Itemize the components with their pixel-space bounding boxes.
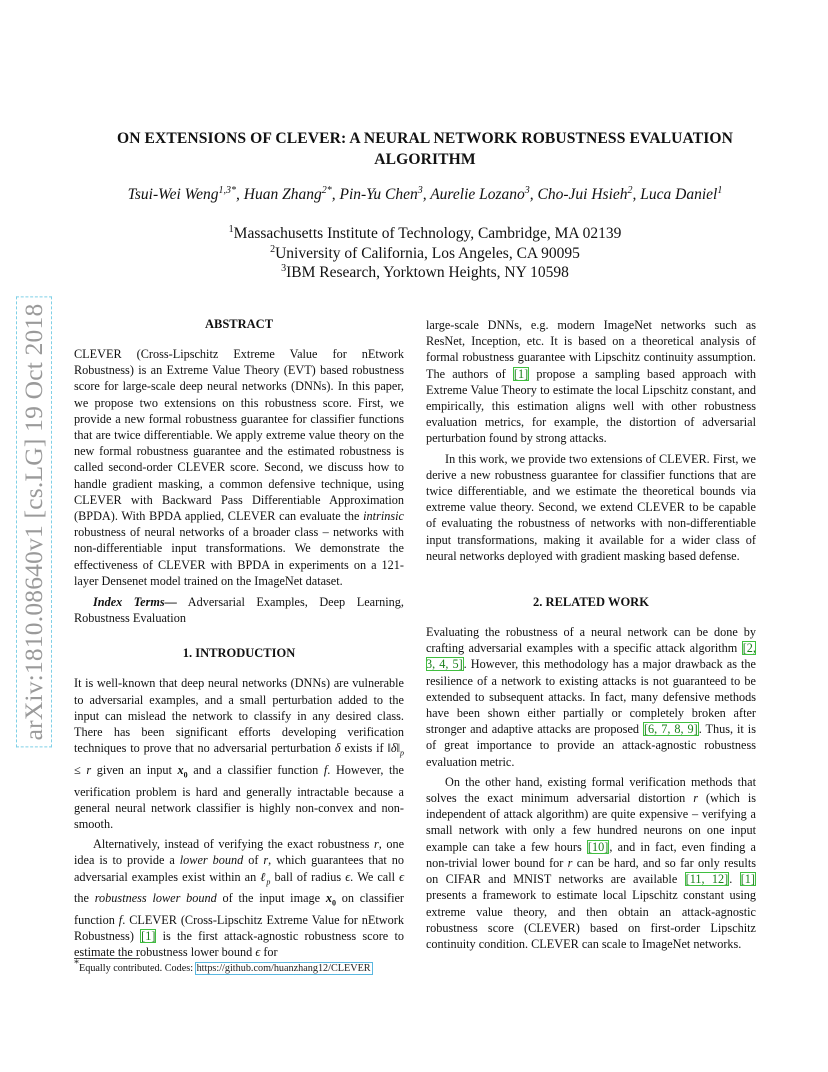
footnote-rule bbox=[74, 958, 140, 959]
text-run: . Thus, it is of great importance to provide an attack-agnostic robustness evaluation metric. bbox=[426, 722, 756, 769]
text-run: and a classifier function bbox=[187, 762, 324, 777]
text-run: on classifier function bbox=[74, 891, 404, 927]
related-paragraph-2 bbox=[426, 774, 756, 952]
text-run: large-scale DNNs, e.g. modern ImageNet networks such as ResNet, Inception, etc. It is based on a theoretical analysis of formal robustness guarantee with Lipschitz continuity assumption. The authors of bbox=[426, 318, 756, 381]
math: x bbox=[325, 891, 332, 906]
right-column bbox=[426, 317, 756, 952]
citation-link[interactable]: [11, 12] bbox=[685, 872, 729, 887]
intro-paragraph-4: In this work, we provide two extensions of CLEVER. First, we derive a new robustness guarantee for classifier functions that are twice differentiable, and we estimate the theoretical bounds via extreme value theory. Second, we extend CLEVER to be capable of evaluating the robustness of networks with non-differentiable input transformations, making it available for a wider class of neural networks deployed with gradient masking based defense. bbox=[426, 451, 756, 563]
text-run: , one idea is to provide a bbox=[74, 837, 404, 868]
math: ϵ bbox=[345, 869, 351, 884]
text-run: . bbox=[729, 872, 740, 887]
citation-link[interactable]: [1] bbox=[141, 929, 156, 944]
text-run: CLEVER (Cross-Lipschitz Extreme Value for nEtwork Robustness) is an Extreme Value Theory (EVT) based robustness score for large-scale deep neural networks (DNNs). In this paper, we propose two extensions on this robustness score. First, we provide a new formal robustness guarantee for classifier functions that are twice differentiable. We apply extreme value theory on the new formal robustness guarantee and the estimated robustness is called second-order CLEVER score. Second, we discuss how to handle gradient masking, a common defensive technique, using CLEVER with Backward Pass Differentiable Approximation (BPDA). With BPDA applied, CLEVER can evaluate the bbox=[74, 347, 404, 524]
affil-mark: 3 bbox=[281, 262, 287, 274]
author-affil-mark: 3 bbox=[417, 184, 423, 196]
abstract-text bbox=[74, 346, 404, 589]
math: ϵ bbox=[255, 945, 261, 960]
text-run: propose a sampling based approach with Extreme Value Theory to estimate the local Lipschitz constant, and empirically, this estimation aligns well with other robustness evaluation metrics, for example, the distortion of adversarial perturbation found by strong attacks. bbox=[426, 366, 756, 446]
math: r bbox=[693, 791, 698, 806]
text-run: lower bound bbox=[179, 853, 244, 868]
paper-title bbox=[80, 128, 770, 170]
intro-paragraph-1 bbox=[74, 675, 404, 832]
text-run: intrinsic bbox=[363, 509, 404, 524]
intro-paragraph-2 bbox=[74, 836, 404, 960]
math: ϵ bbox=[399, 869, 405, 884]
text-run: . However, this methodology has a major drawback as the resilience of a network to existing attacks is not guaranteed to be extended to subsequent attacks. In fact, many defensive methods have been shown either partially or completely broken after stronger and adaptive attacks are proposed bbox=[426, 657, 756, 737]
citation-link[interactable]: [1] bbox=[740, 872, 755, 887]
text-run: (which is independent of attack algorithm) are quite expensive – verifying a small network with only a few hundred neurons on one input example can take a few hours bbox=[426, 791, 757, 854]
arxiv-stamp bbox=[12, 262, 56, 782]
math: ≤ r bbox=[74, 762, 92, 777]
text-run: . However, the verification problem is hard and generally intractable because a general neural network classifier is highly non-convex and non-smooth. bbox=[74, 762, 404, 831]
text-run: of the input image bbox=[216, 891, 326, 906]
author-affil-mark: 1 bbox=[717, 184, 723, 196]
affil-mark: 1 bbox=[228, 223, 234, 235]
author-name: Aurelie Lozano bbox=[430, 186, 525, 203]
text-run: . We call bbox=[350, 869, 400, 884]
math: ‖δ‖ bbox=[387, 741, 401, 756]
text-run: for bbox=[260, 945, 278, 960]
related-paragraph-1 bbox=[426, 624, 756, 770]
left-column bbox=[74, 316, 404, 960]
related-work-heading: 2. RELATED WORK bbox=[533, 595, 649, 610]
citation-link[interactable]: [6, 7, 8, 9] bbox=[643, 722, 698, 737]
text-run: the bbox=[74, 891, 95, 906]
text-run: Alternatively, instead of verifying the exact robustness bbox=[92, 837, 374, 852]
affil-text: Massachusetts Institute of Technology, Cambridge, MA 02139 bbox=[233, 225, 622, 242]
footnote-text: Equally contributed. Codes: bbox=[79, 963, 196, 974]
text-run: On the other hand, existing formal verification methods that solves the exact minimum adversarial distortion bbox=[426, 774, 756, 806]
affiliation bbox=[60, 263, 790, 283]
text-run: presents a framework to estimate local Lipschitz constant using extreme value theory, and then obtain an attack-agnostic robustness score (CLEVER) based on first-order Lipschitz continuity condition. CLEVER can scale to ImageNet networks. bbox=[426, 888, 756, 951]
author-affil-mark: 2* bbox=[321, 184, 332, 196]
math: r bbox=[373, 837, 379, 852]
math: r bbox=[567, 855, 573, 870]
author-affil-mark: 2 bbox=[627, 184, 633, 196]
footnote bbox=[74, 958, 404, 975]
affiliations bbox=[60, 224, 790, 283]
text-run: , and in fact, even finding a non-trivial lower bound for bbox=[426, 839, 756, 870]
citation-link[interactable]: [1] bbox=[513, 366, 529, 381]
intro-heading: 1. INTRODUCTION bbox=[182, 646, 296, 661]
math: p bbox=[400, 748, 405, 758]
author-affil-mark: 1,3* bbox=[218, 184, 237, 196]
math: p bbox=[266, 877, 271, 886]
text-run: is the first attack-agnostic robustness score to estimate the robustness lower bound bbox=[74, 929, 404, 960]
footnote-mark: * bbox=[74, 958, 79, 970]
author-affil-mark: 3 bbox=[524, 184, 530, 196]
math: f bbox=[118, 912, 123, 927]
code-url-link[interactable]: https://github.com/huanzhang12/CLEVER bbox=[196, 963, 371, 974]
text-run: robustness of neural networks of a broader class – networks with non-differentiable input transformations. We demonstrate the effectiveness of CLEVER with BPDA in experiments on a 121-layer Densenet model trained on the ImageNet dataset. bbox=[74, 525, 404, 588]
math: δ bbox=[334, 741, 341, 756]
index-terms-text: Adversarial Examples, Deep Learning, Robustness Evaluation bbox=[74, 595, 404, 626]
text-run: It is well-known that deep neural networks (DNNs) are vulnerable to adversarial examples, and a small perturbation added to the input can mislead the network to classify in any desired class. There has been significant efforts developing verification techniques to prove that no adversarial perturbation bbox=[74, 676, 404, 756]
math: 0 bbox=[183, 770, 188, 780]
index-terms-label: Index Terms— bbox=[92, 595, 177, 610]
affil-text: University of California, Los Angeles, CA 90095 bbox=[275, 244, 580, 262]
text-run: , which guarantees that no adversarial examples exist within an bbox=[74, 853, 404, 884]
index-terms bbox=[74, 594, 404, 626]
text-run: given an input bbox=[91, 762, 178, 777]
citation-link[interactable]: [10] bbox=[587, 839, 609, 854]
intro-paragraph-3 bbox=[426, 317, 756, 447]
author-list: Tsui-Wei Weng$^{1,3*}$, Huan Zhang$^{2*}$, Pin-Yu Chen$^3$, Aurelie Lozano$^3$, Cho-Jui Hsieh$^2$, Luca Daniel$^1$ bbox=[127, 184, 723, 203]
affil-text: IBM Research, Yorktown Heights, NY 10598 bbox=[286, 264, 569, 281]
author-name: Luca Daniel bbox=[640, 186, 718, 203]
title-line-1: ON EXTENSIONS OF CLEVER: A NEURAL NETWORK ROBUSTNESS EVALUATION bbox=[116, 130, 734, 147]
text-run: robustness lower bound bbox=[94, 891, 217, 906]
math: f bbox=[323, 762, 328, 777]
affil-mark: 2 bbox=[270, 243, 276, 255]
text-run: can be hard, and so far only results on CIFAR and MNIST networks are available bbox=[426, 855, 756, 887]
text-run: . CLEVER (Cross-Lipschitz Extreme Value for nEtwork Robustness) bbox=[74, 912, 404, 944]
abstract-heading: ABSTRACT bbox=[204, 317, 274, 331]
author-name: Cho-Jui Hsieh bbox=[537, 186, 628, 203]
affiliation bbox=[60, 244, 790, 264]
math: ℓ bbox=[260, 869, 267, 884]
text-run: of bbox=[243, 853, 264, 868]
affiliation bbox=[60, 224, 790, 244]
text-run: ball of radius bbox=[270, 869, 346, 884]
author-name: Huan Zhang bbox=[243, 186, 322, 203]
math: x bbox=[177, 762, 184, 777]
text-run: exists if bbox=[340, 741, 388, 756]
author-name: Tsui-Wei Weng bbox=[127, 186, 219, 203]
author-name: Pin-Yu Chen bbox=[339, 186, 418, 203]
math: 0 bbox=[332, 898, 336, 908]
arxiv-id[interactable]: arXiv:1810.08640v1 [cs.LG] 19 Oct 2018 bbox=[16, 297, 52, 748]
math: r bbox=[263, 853, 269, 868]
title-line-2: ALGORITHM bbox=[374, 151, 476, 168]
text-run: Evaluating the robustness of a neural network can be done by crafting adversarial examples with a specific attack algorithm bbox=[426, 625, 756, 656]
citation-link[interactable]: [2, 3, 4, 5] bbox=[426, 641, 756, 672]
